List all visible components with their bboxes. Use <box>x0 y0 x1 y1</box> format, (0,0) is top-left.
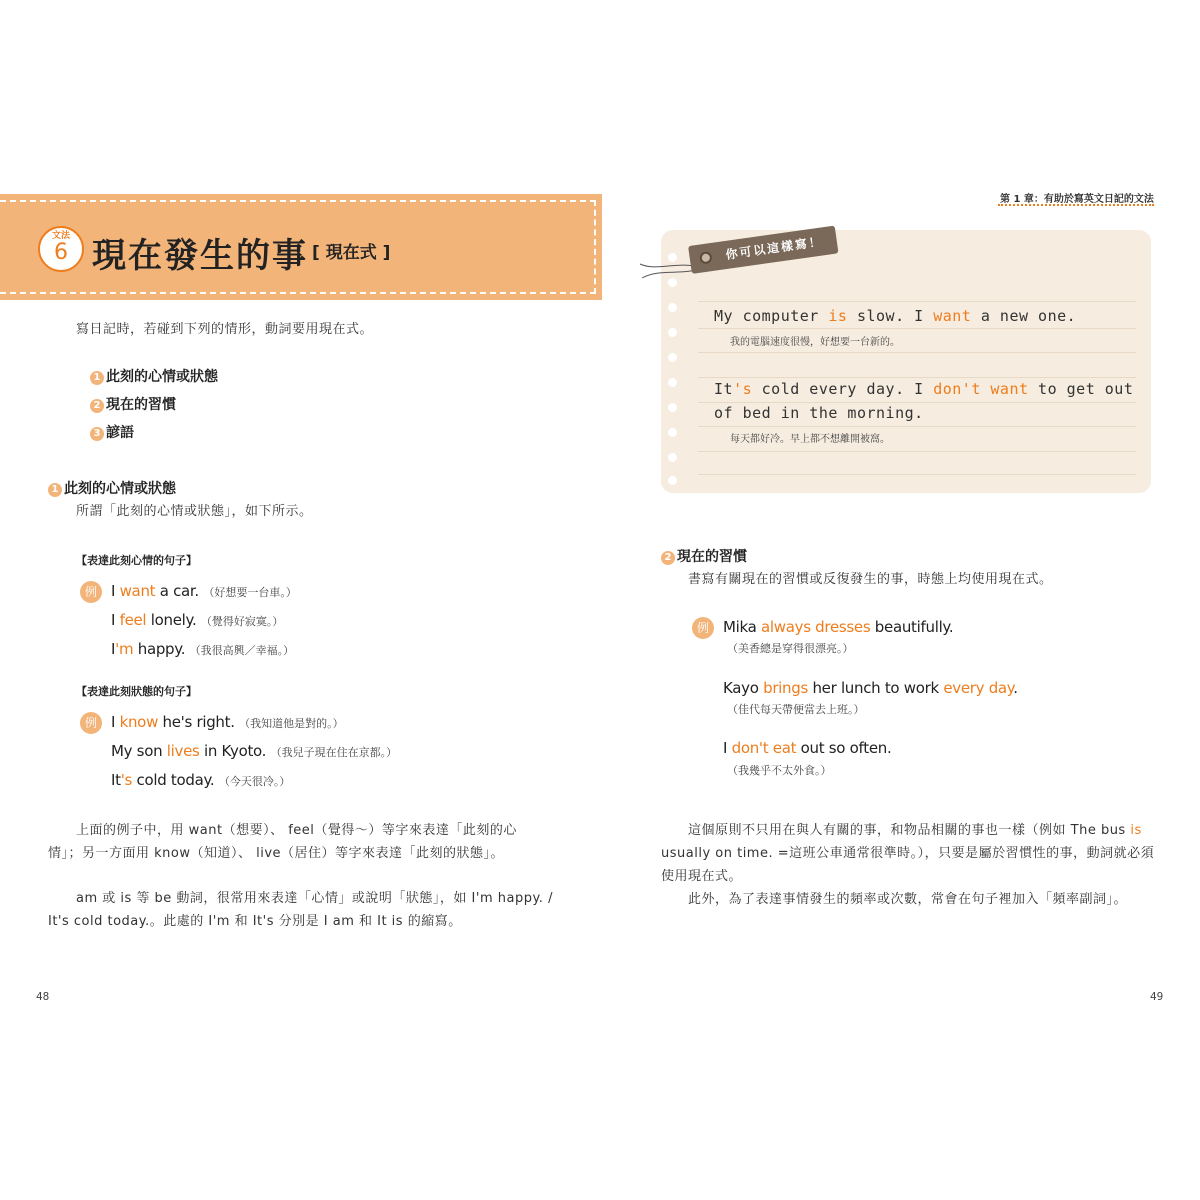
section-text: 書寫有關現在的習慣或反復發生的事，時態上均使用現在式。 <box>688 572 1053 587</box>
example-badge: 例 <box>692 617 714 639</box>
ruled-line <box>698 474 1136 475</box>
page-number: 49 <box>1150 990 1164 1003</box>
chapter-underline <box>998 204 1154 206</box>
binder-hole <box>668 428 677 437</box>
example-sentence: Kayo brings her lunch to work every day. <box>723 679 1018 697</box>
binder-hole <box>668 453 677 462</box>
ruled-line <box>698 426 1136 427</box>
notebook-card <box>661 230 1151 493</box>
paragraph: 使用現在式。 <box>661 869 743 884</box>
paragraph: am 或 is 等 be 動詞，很常用來表達「心情」或說明「狀態」，如 I'm happy. / <box>76 891 553 906</box>
ruled-line <box>698 301 1136 302</box>
ruled-line <box>698 352 1136 353</box>
section-heading: 2 現在的習慣 <box>661 546 747 566</box>
tag-hole-icon <box>699 251 713 265</box>
binder-hole <box>668 303 677 312</box>
binder-hole <box>668 476 677 485</box>
example-sentence: I don't eat out so often. <box>723 739 892 757</box>
list-item: 3 諺語 <box>90 422 134 442</box>
binder-hole <box>668 353 677 362</box>
example-sentence: My son lives in Kyoto. （我兒子現在住在京都。） <box>111 742 398 760</box>
ruled-line <box>698 402 1136 403</box>
chapter-header: 第 1 章：有助於寫英文日記的文法 <box>1000 194 1154 205</box>
feeling-heading: 【表達此刻心情的句子】 <box>76 554 197 567</box>
example-badge: 例 <box>80 581 102 603</box>
section-text: 所謂「此刻的心情或狀態」，如下所示。 <box>76 504 313 519</box>
paragraph: 情」；另一方面用 know（知道）、 live（居住）等字來表達「此刻的狀態」。 <box>48 846 505 861</box>
state-heading: 【表達此刻狀態的句子】 <box>76 685 197 698</box>
binder-hole <box>668 328 677 337</box>
paragraph: 此外，為了表達事情發生的頻率或次數，常會在句子裡加入「頻率副詞」。 <box>688 892 1128 907</box>
paragraph: 這個原則不只用在與人有關的事，和物品相關的事也一樣（例如 The bus is <box>688 823 1142 838</box>
page-number: 48 <box>36 990 50 1003</box>
example-sentence: I'm happy. （我很高興／幸福。） <box>111 640 295 658</box>
number-icon: 2 <box>90 399 104 413</box>
note-sentence: My computer is slow. I want a new one. <box>714 307 1077 325</box>
number-icon: 2 <box>661 551 675 565</box>
badge-label: 文法 <box>51 231 70 241</box>
example-sentence: It's cold today. （今天很冷。） <box>111 771 291 789</box>
note-translation: 每天都好冷。早上都不想離開被窩。 <box>730 434 890 445</box>
intro-text: 寫日記時，若碰到下列的情形，動詞要用現在式。 <box>76 322 374 337</box>
example-sentence: I know he's right. （我知道他是對的。） <box>111 713 344 731</box>
tag-label: 你可以這樣寫！ <box>724 234 824 262</box>
example-badge: 例 <box>80 712 102 734</box>
number-icon: 3 <box>90 427 104 441</box>
note-sentence: It's cold every day. I don't want to get out <box>714 380 1134 398</box>
number-icon: 1 <box>90 371 104 385</box>
page-title: 現在發生的事 <box>92 236 308 276</box>
number-icon: 1 <box>48 483 62 497</box>
page-subtitle: [ 現在式 ] <box>312 243 391 263</box>
ruled-line <box>698 377 1136 378</box>
example-sentence: I want a car. （好想要一台車。） <box>111 582 297 600</box>
list-item: 1 此刻的心情或狀態 <box>90 366 218 386</box>
paragraph: 上面的例子中，用 want（想要）、 feel（覺得～）等字來表達「此刻的心 <box>76 823 517 838</box>
list-item: 2 現在的習慣 <box>90 394 176 414</box>
ruled-line <box>698 451 1136 452</box>
example-translation: （我幾乎不太外食。） <box>727 764 832 777</box>
ruled-line <box>698 328 1136 329</box>
example-translation: （佳代每天帶便當去上班。） <box>727 703 865 716</box>
binder-hole <box>668 378 677 387</box>
note-sentence: of bed in the morning. <box>714 404 924 422</box>
example-sentence: I feel lonely. （覺得好寂寞。） <box>111 611 284 629</box>
example-translation: （美香總是穿得很漂亮。） <box>727 642 854 655</box>
section-heading: 1 此刻的心情或狀態 <box>48 478 176 498</box>
paragraph: usually on time. =這班公車通常很準時。），只要是屬於習慣性的事，動詞就必須 <box>661 846 1155 861</box>
binder-hole <box>668 403 677 412</box>
note-translation: 我的電腦速度很慢，好想要一台新的。 <box>730 337 900 348</box>
example-sentence: Mika always dresses beautifully. <box>723 618 954 636</box>
badge-number: 6 <box>54 240 68 265</box>
paragraph: It's cold today.。此處的 I'm 和 It's 分別是 I am 和 It is 的縮寫。 <box>48 914 462 929</box>
grammar-badge <box>38 226 84 272</box>
